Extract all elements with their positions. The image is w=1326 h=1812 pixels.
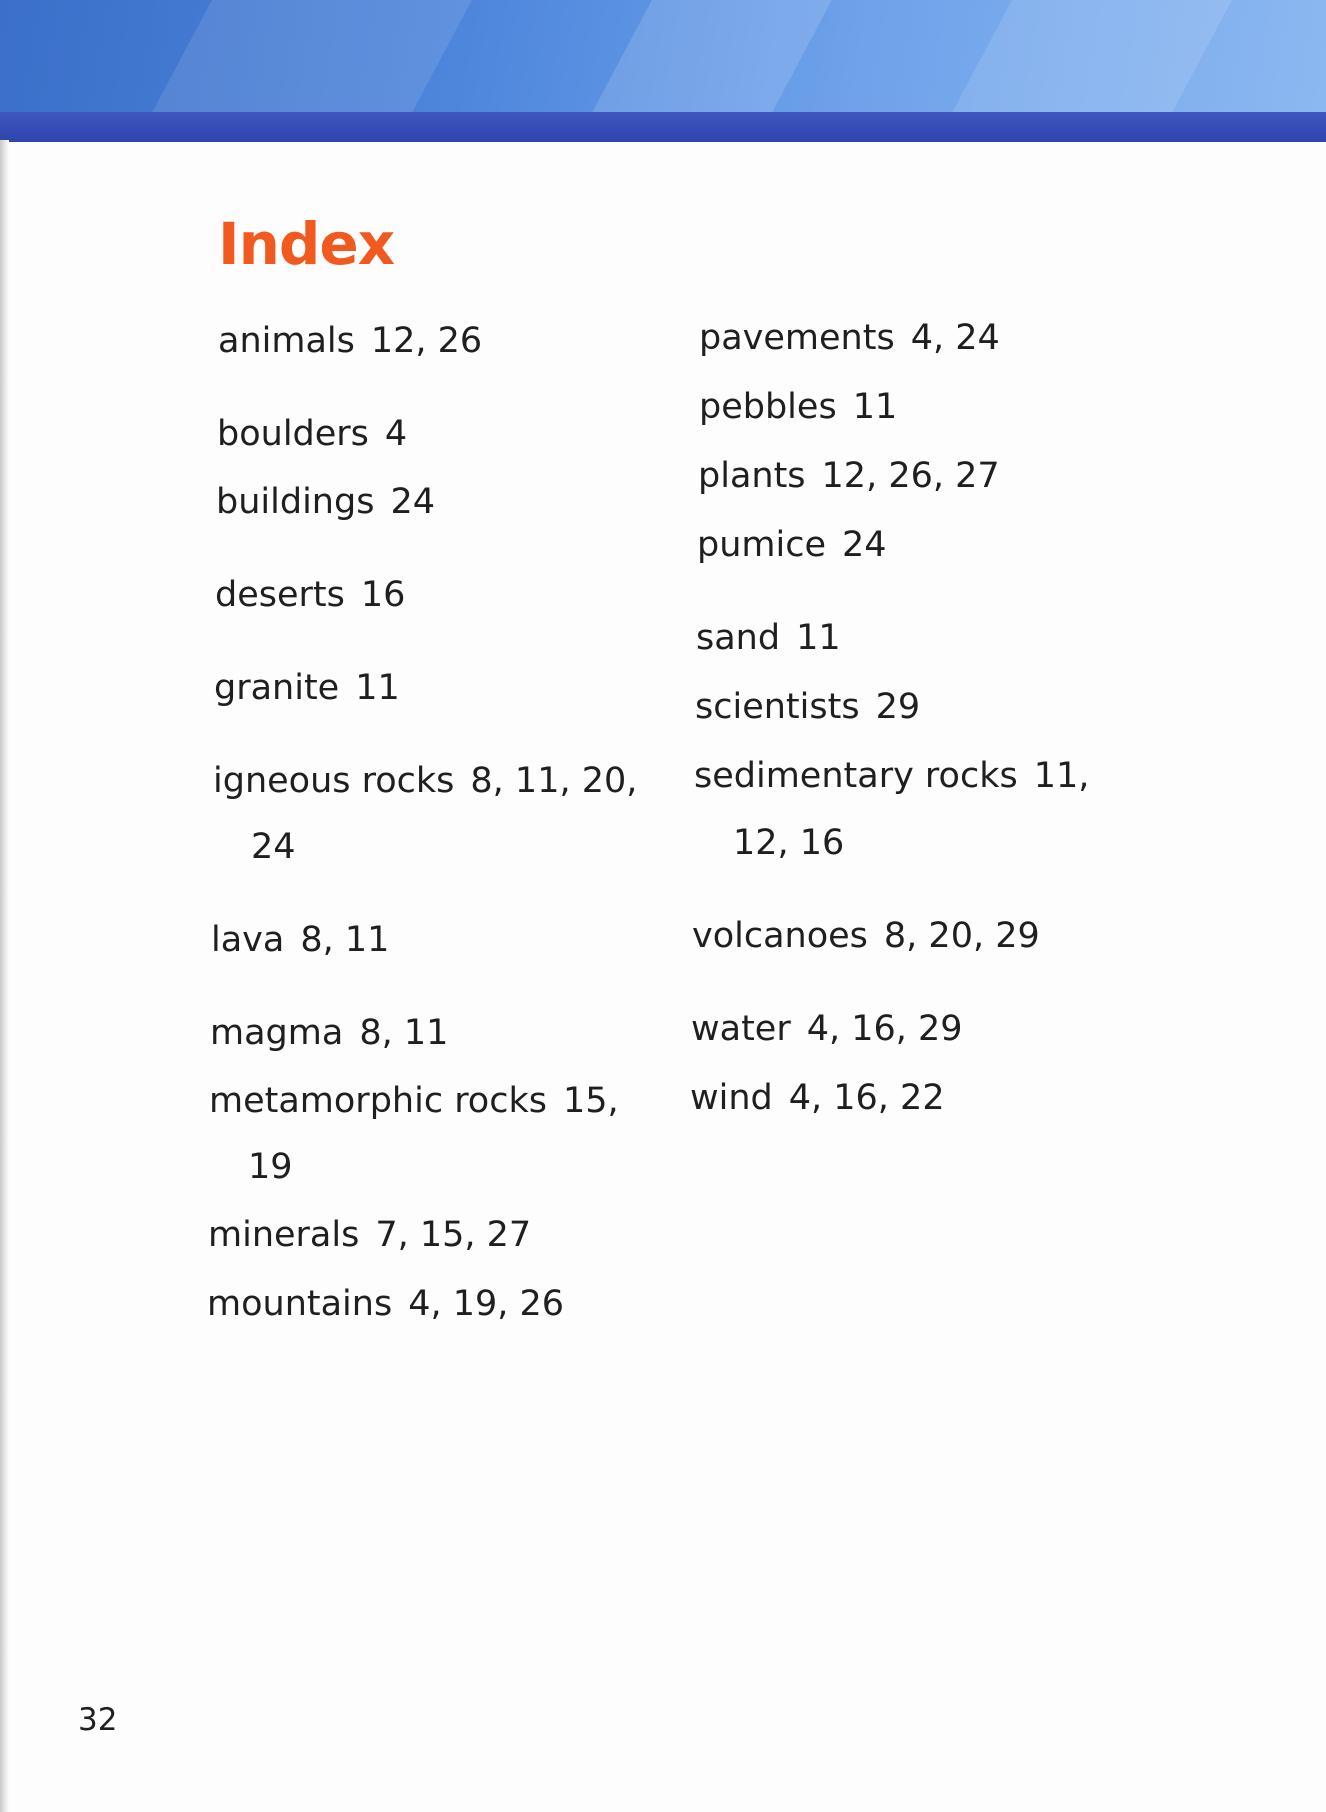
index-entry-granite [214,667,400,711]
index-term: pavements [699,318,895,358]
index-entry-magma [210,1012,448,1056]
index-term: pebbles [699,387,837,427]
index-entry-sedimentary-rocks [694,755,1089,799]
index-entry-scientists [695,686,920,730]
index-entry-plants [698,455,1000,499]
index-entry-mountains [207,1283,564,1327]
index-term: mountains [207,1284,393,1324]
index-pages: 11, [1033,756,1090,796]
index-term: volcanoes [692,916,868,956]
index-entry-metamorphic-rocks [209,1080,619,1124]
index-pages: 11 [852,387,898,427]
index-entry-volcanoes [692,915,1040,959]
binding-edge [0,140,9,1812]
index-term: boulders [217,414,369,454]
index-entry-pavements [699,317,1000,361]
header-facet [116,0,504,112]
index-term: plants [698,456,806,496]
index-pages: 11 [796,618,841,658]
index-pages-continued: 24 [251,827,296,867]
index-pages: 8, 11 [359,1013,449,1053]
index-entry-wind [690,1077,945,1121]
index-pages: 12, 26, 27 [821,456,1000,496]
index-entry-igneous-rocks [213,760,637,804]
index-entry-buildings [216,481,435,525]
index-pages: 29 [875,687,921,727]
header-facet [556,0,864,112]
index-pages: 4 [384,414,408,454]
index-pages: 4, 16, 22 [788,1078,945,1118]
index-term: wind [690,1078,773,1118]
index-term: water [691,1009,791,1049]
index-entry-pebbles [699,386,897,430]
page-title: Index [218,210,395,278]
index-pages: 24 [390,482,435,522]
index-term: metamorphic rocks [209,1081,547,1121]
index-pages: 12, 26 [370,321,483,361]
header-stripe [0,112,1326,142]
index-entry-deserts [215,574,405,618]
index-term: animals [218,321,355,361]
index-term: granite [214,668,340,708]
index-term: buildings [216,482,375,522]
index-pages: 24 [842,525,887,565]
index-pages: 4, 24 [910,318,1000,358]
index-pages: 15, [562,1081,619,1121]
index-pages: 8, 11, 20, [470,761,638,801]
index-term: igneous rocks [213,761,455,801]
index-entry-water [691,1008,963,1052]
index-term: magma [210,1013,344,1053]
index-pages: 8, 11 [300,920,390,960]
index-pages: 8, 20, 29 [883,916,1040,956]
page-number: 32 [78,1702,118,1738]
index-entry-pumice [697,524,887,568]
index-term: deserts [215,575,345,615]
header-band [0,0,1326,112]
index-pages-continued: 19 [248,1147,293,1187]
index-pages: 4, 19, 26 [408,1284,565,1324]
index-pages: 7, 15, 27 [375,1215,532,1255]
index-entry-boulders [217,413,407,457]
index-term: sand [696,618,781,658]
index-term: pumice [697,525,826,565]
index-term: lava [211,920,285,960]
index-term: scientists [695,687,860,727]
index-term: sedimentary rocks [694,756,1018,796]
index-entry-animals [218,320,482,364]
index-term: minerals [208,1215,360,1255]
index-pages: 16 [360,575,406,615]
index-pages: 4, 16, 29 [806,1009,963,1049]
header-facet [916,0,1264,112]
index-entry-sand [696,617,841,661]
index-entry-lava [211,919,389,963]
index-pages: 11 [355,668,400,708]
index-entry-minerals [208,1214,531,1258]
index-pages-continued: 12, 16 [733,823,845,863]
